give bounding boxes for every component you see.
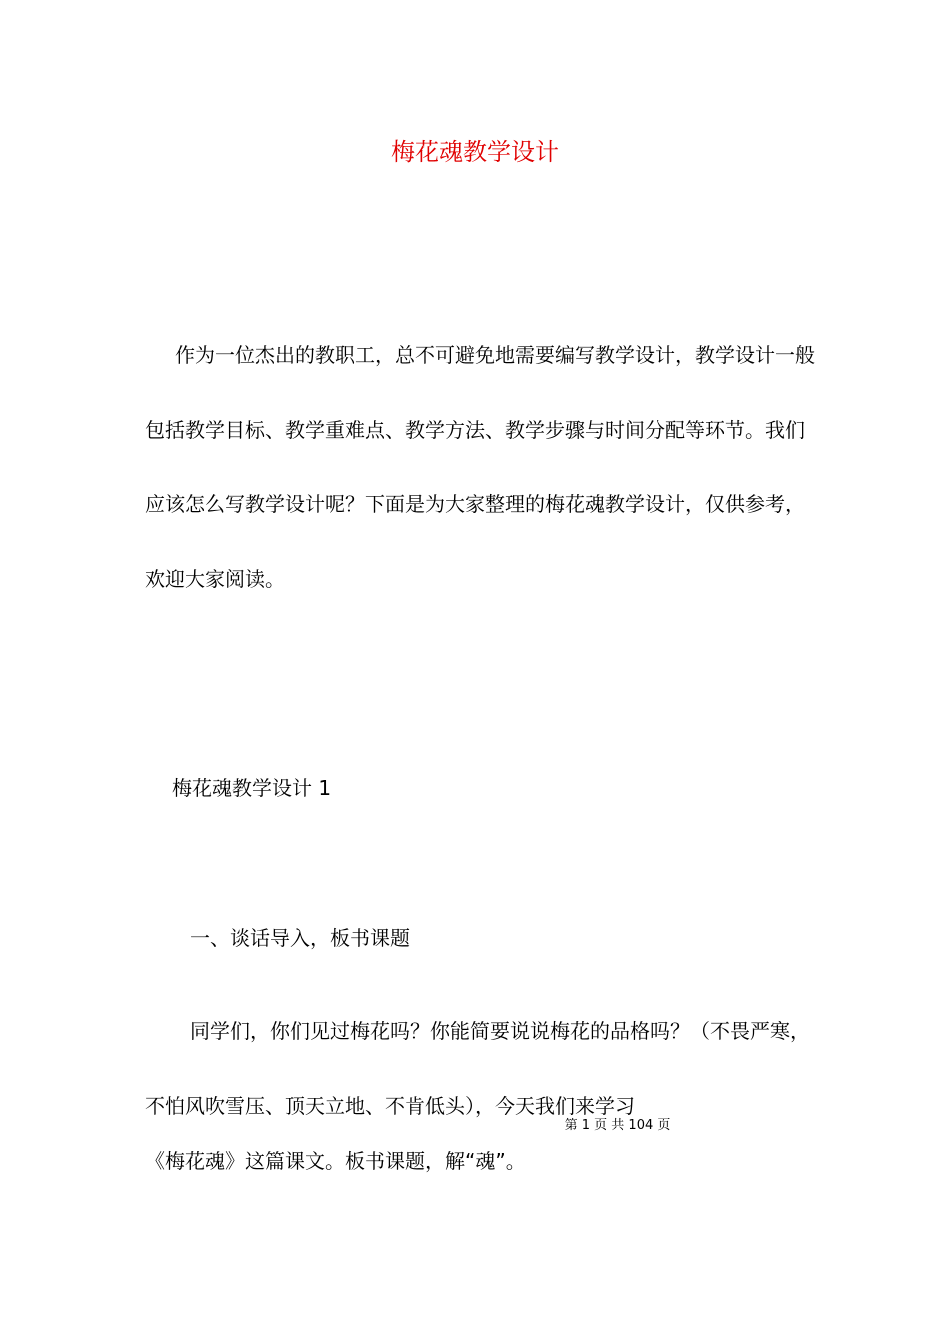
- paragraph-1-text: 同学们，你们见过梅花吗？你能简要说说梅花的品格吗？（不畏严寒，不怕风吹雪压、顶天立地、不肯低头），今天我们来学习: [145, 1019, 810, 1118]
- page-footer: 第 1 页 共 104 页: [564, 1118, 671, 1133]
- document-title: 梅花魂教学设计: [391, 138, 559, 166]
- section-title: 梅花魂教学设计 1: [172, 776, 332, 800]
- intro-text: 作为一位杰出的教职工，总不可避免地需要编写教学设计，教学设计一般包括教学目标、教学重难点、教学方法、教学步骤与时间分配等环节。我们应该怎么写教学设计呢？下面是为大家整理的梅花魂教学设计，仅供参考，欢迎大家阅读。: [145, 343, 815, 591]
- paragraph-1-continuation: 《梅花魂》这篇课文。板书课题，解“魂”。: [145, 1149, 526, 1173]
- heading-1: 一、谈话导入，板书课题: [190, 926, 410, 950]
- intro-paragraph: [145, 318, 815, 616]
